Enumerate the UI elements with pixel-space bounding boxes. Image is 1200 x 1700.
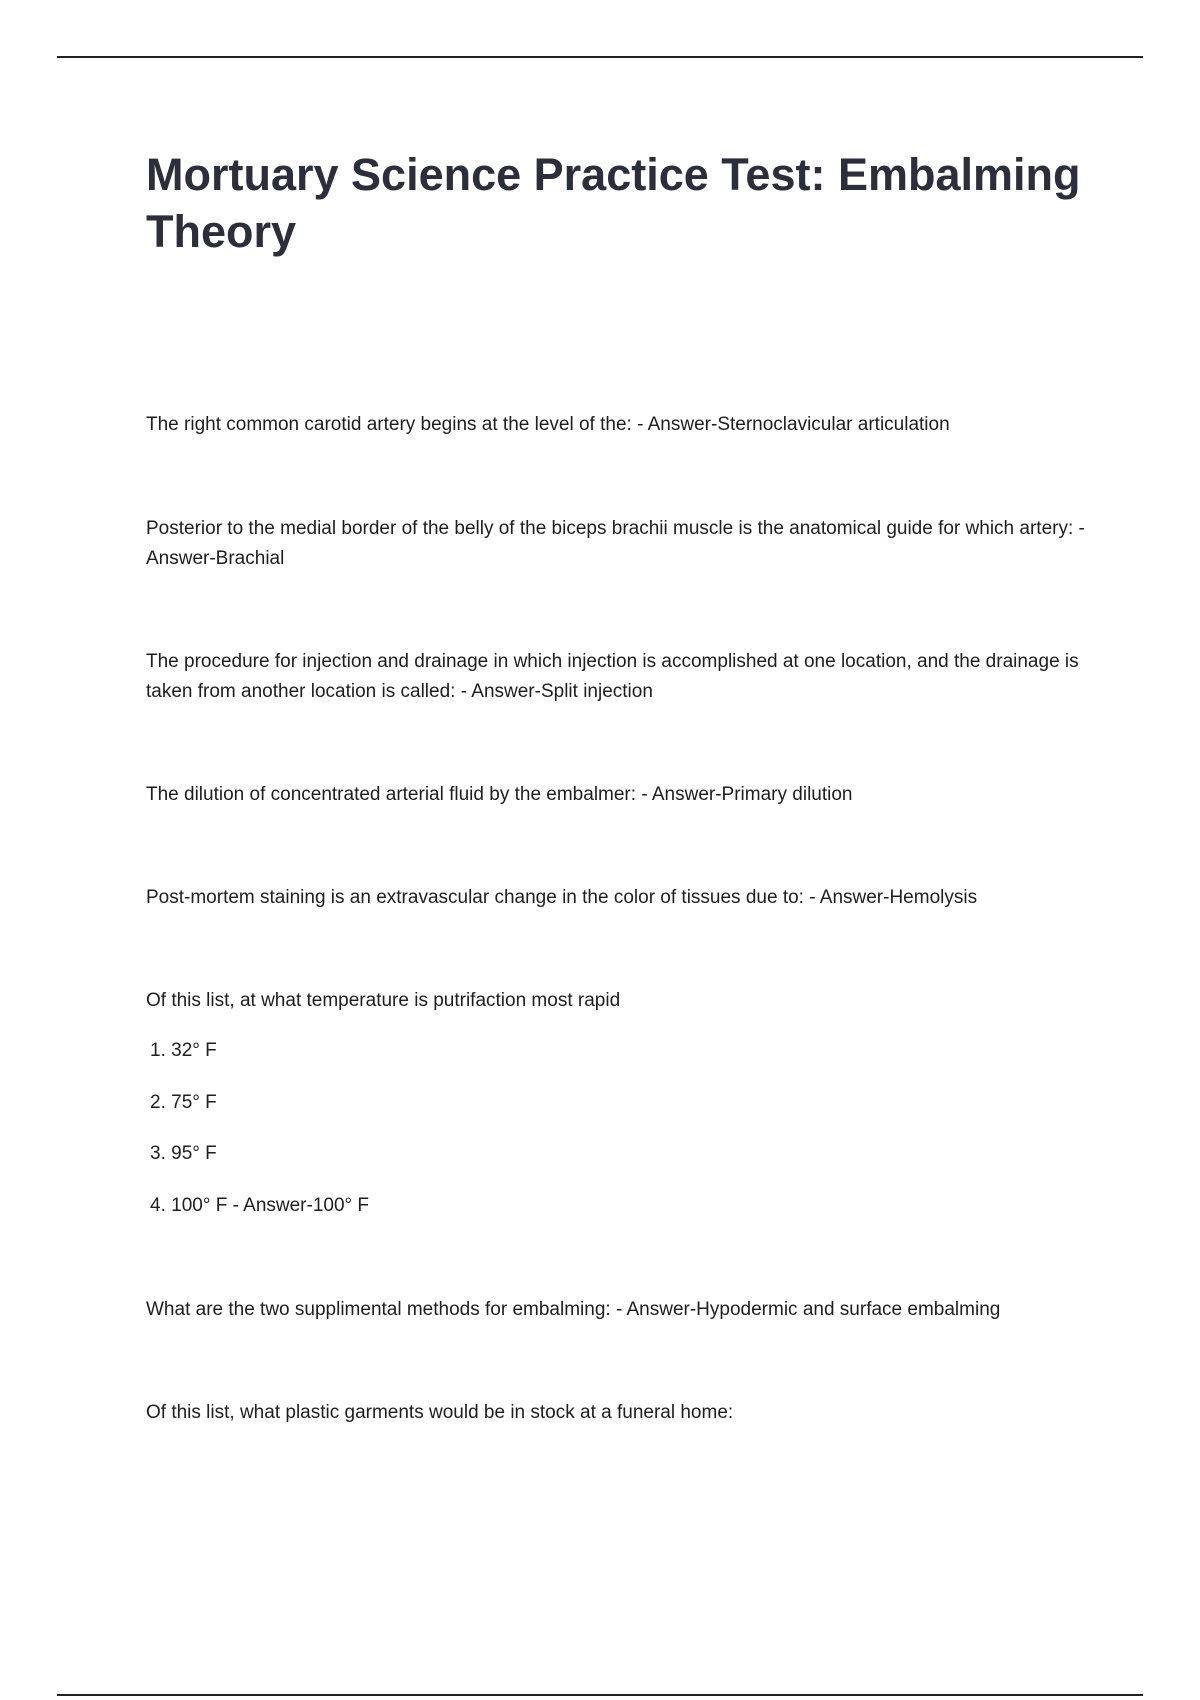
- question-6-option-3: 3. 95° F: [150, 1143, 217, 1164]
- question-5: Post-mortem staining is an extravascular change in the color of tissues due to: - Answer-Hemolysis: [146, 887, 978, 908]
- top-rule: [57, 56, 1143, 58]
- question-6-option-2: 2. 75° F: [150, 1092, 217, 1113]
- question-7: What are the two supplimental methods for embalming: - Answer-Hypodermic and surface embalming: [146, 1299, 1001, 1320]
- question-6-option-4: 4. 100° F - Answer-100° F: [150, 1195, 370, 1216]
- question-6: Of this list, at what temperature is putrifaction most rapid: [146, 990, 621, 1011]
- question-3: The procedure for injection and drainage in which injection is accomplished at one location, and the drainage is taken from another location is called: - Answer-Split injection: [146, 651, 1079, 702]
- document-title: Mortuary Science Practice Test: Embalming Theory: [146, 149, 1081, 257]
- question-8: Of this list, what plastic garments would be in stock at a funeral home:: [146, 1402, 734, 1423]
- bottom-rule: [57, 1694, 1143, 1696]
- question-6-option-1: 1. 32° F: [150, 1040, 217, 1061]
- question-1: The right common carotid artery begins at the level of the: - Answer-Sternoclavicular articulation: [146, 414, 950, 435]
- question-4: The dilution of concentrated arterial fluid by the embalmer: - Answer-Primary dilution: [146, 784, 853, 805]
- question-2: Posterior to the medial border of the belly of the biceps brachii muscle is the anatomical guide for which artery: - Answer-Brachial: [146, 518, 1085, 569]
